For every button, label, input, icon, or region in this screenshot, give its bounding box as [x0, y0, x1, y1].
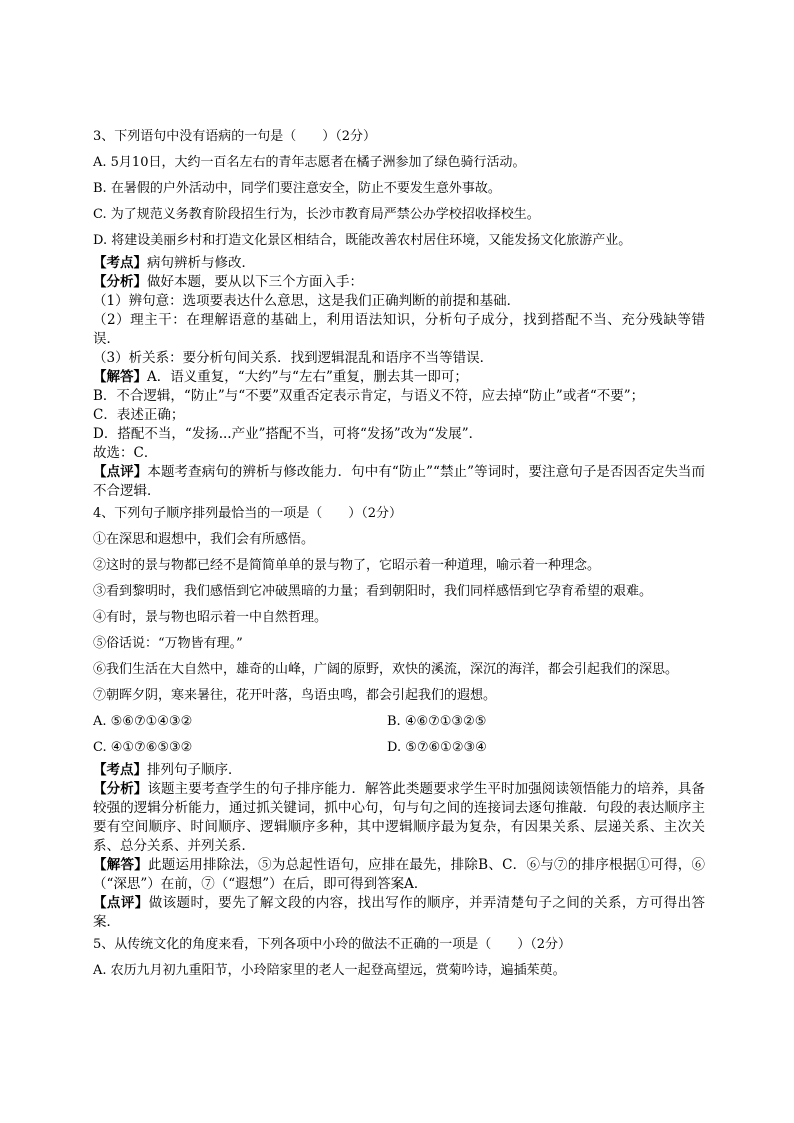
exam-page — [93, 124, 705, 984]
q4-sentence-1: ①在深思和遐想中，我们会有所感悟。 — [93, 532, 315, 547]
q3-answer: 故选：C． — [93, 445, 158, 461]
q3-kaodian — [93, 254, 705, 273]
q3-option-c: C. 为了规范义务教育阶段招生行为，长沙市教育局严禁公办学校招收择校生。 — [93, 207, 540, 222]
q4-sentence-6: ⑥我们生活在大自然中，雄奇的山峰，广阔的原野，欢快的溪流，深沉的海洋，都会引起我们的深思。 — [93, 662, 679, 677]
q4-options-row-1 — [93, 709, 705, 735]
dianping-tag: 【点评】 — [93, 895, 149, 911]
q4-option-b: B. ④⑥⑦①③②⑤ — [387, 714, 487, 729]
q3-option-a: A. 5月10日，大约一百名左右的青年志愿者在橘子洲参加了绿色骑行活动。 — [93, 155, 526, 170]
jieda-tag: 【解答】 — [93, 857, 149, 873]
q3-point-1: （1）辨句意：选项要表达什么意思，这是我们正确判断的前提和基础． — [93, 293, 521, 309]
q3-fenxi — [93, 273, 705, 292]
dianping-text: 本题考查病句的辨析与修改能力．句中有“防止”“禁止”等词时，要注意句子是否因否定失当而不合逻辑． — [93, 464, 706, 499]
q4-sentence-2: ②这时的景与物都已经不是简简单单的景与物了，它昭示着一种道理，喻示着一种理念。 — [93, 558, 601, 573]
q3-point-2: （2）理主干：在理解语意的基础上，利用语法知识，分析句子成分，找到搭配不当、充分残缺等错误． — [93, 312, 705, 347]
q3-option-b: B. 在暑假的户外活动中，同学们要注意安全，防止不要发生意外事故。 — [93, 181, 501, 196]
dianping-tag: 【点评】 — [93, 464, 148, 480]
q5-option-a: A. 农历九月初九重阳节，小玲陪家里的老人一起登高望远，赏菊吟诗，遍插茱萸。 — [93, 963, 566, 978]
q3-jieda — [93, 368, 705, 387]
q4-sentence-3: ③看到黎明时，我们感悟到它冲破黑暗的力量；看到朝阳时，我们同样感悟到它孕育希望的艰难。 — [93, 584, 653, 599]
fenxi-tag: 【分析】 — [93, 274, 147, 290]
kaodian-text: 排列句子顺序． — [147, 762, 242, 778]
q4-fenxi — [93, 780, 705, 856]
q3-option-d: D. 将建设美丽乡村和打造文化景区相结合，既能改善农村居住环境，又能发扬文化旅游产业。 — [93, 233, 632, 248]
q4-kaodian — [93, 761, 705, 780]
fenxi-text: 做好本题，要从以下三个方面入手： — [147, 274, 363, 290]
q3-title: 3、下列语句中没有语病的一句是（ ）（2分） — [93, 129, 377, 144]
jieda-tag: 【解答】 — [93, 369, 147, 385]
q4-dianping — [93, 894, 705, 932]
q4-sentence-7: ⑦朝晖夕阴，寒来暑往，花开叶落，鸟语虫鸣，都会引起我们的遐想。 — [93, 688, 497, 703]
jieda-text: 此题运用排除法，⑤为总起性语句，应排在最先，排除B、C．⑥与⑦的排序根据①可得，⑥（“深思”）在前，⑦（“遐想”）在后，即可得到答案A． — [93, 857, 706, 892]
q4-sentence-5: ⑤俗话说：“万物皆有理。” — [93, 636, 243, 651]
q3-jieda-c: C．表述正确； — [93, 407, 185, 423]
q4-options-row-2 — [93, 735, 705, 761]
q4-title: 4、下列句子顺序排列最恰当的一项是（ ）（2分） — [93, 506, 403, 521]
q3-jieda-d: D．搭配不当，“发扬...产业”搭配不当，可将“发扬”改为“发展”． — [93, 426, 483, 442]
kaodian-tag: 【考点】 — [93, 762, 147, 778]
q4-option-c: C. ④①⑦⑥⑤③② — [93, 740, 193, 755]
q4-option-a: A. ⑤⑥⑦①④③② — [93, 714, 193, 729]
kaodian-tag: 【考点】 — [93, 255, 147, 271]
jieda-text: A．语义重复，“大约”与“左右”重复，删去其一即可； — [147, 369, 468, 385]
fenxi-tag: 【分析】 — [93, 781, 148, 797]
q3-dianping — [93, 463, 705, 501]
q4-jieda — [93, 856, 705, 894]
fenxi-text: 该题主要考查学生的句子排序能力．解答此类题要求学生平时加强阅读领悟能力的培养，具备较强的逻辑分析能力，通过抓关键词，抓中心句，句与句之间的连接词去逐句推敲．句段的表达顺序主要有空间顺序、时间顺序、逻辑顺序多种，其中逻辑顺序最为复杂，有因果关系、层递关系、主次关系、总分关系、并列关系． — [93, 781, 706, 854]
q4-sentence-4: ④有时，景与物也昭示着一中自然哲理。 — [93, 610, 328, 625]
q3-jieda-b: B．不合逻辑，“防止”与“不要”双重否定表示肯定，与语义不符，应去掉“防止”或者“不要”； — [93, 388, 645, 404]
q3-point-3: （3）析关系：要分析句间关系．找到逻辑混乱和语序不当等错误． — [93, 350, 494, 366]
dianping-text: 做该题时，要先了解文段的内容，找出写作的顺序，并弄清楚句子之间的关系，方可得出答案． — [93, 895, 706, 930]
q5-title: 5、从传统文化的角度来看，下列各项中小玲的做法不正确的一项是（ ）（2分） — [93, 937, 572, 952]
kaodian-text: 病句辨析与修改． — [147, 255, 255, 271]
q4-option-d: D. ⑤⑦⑥①②③④ — [387, 740, 487, 755]
